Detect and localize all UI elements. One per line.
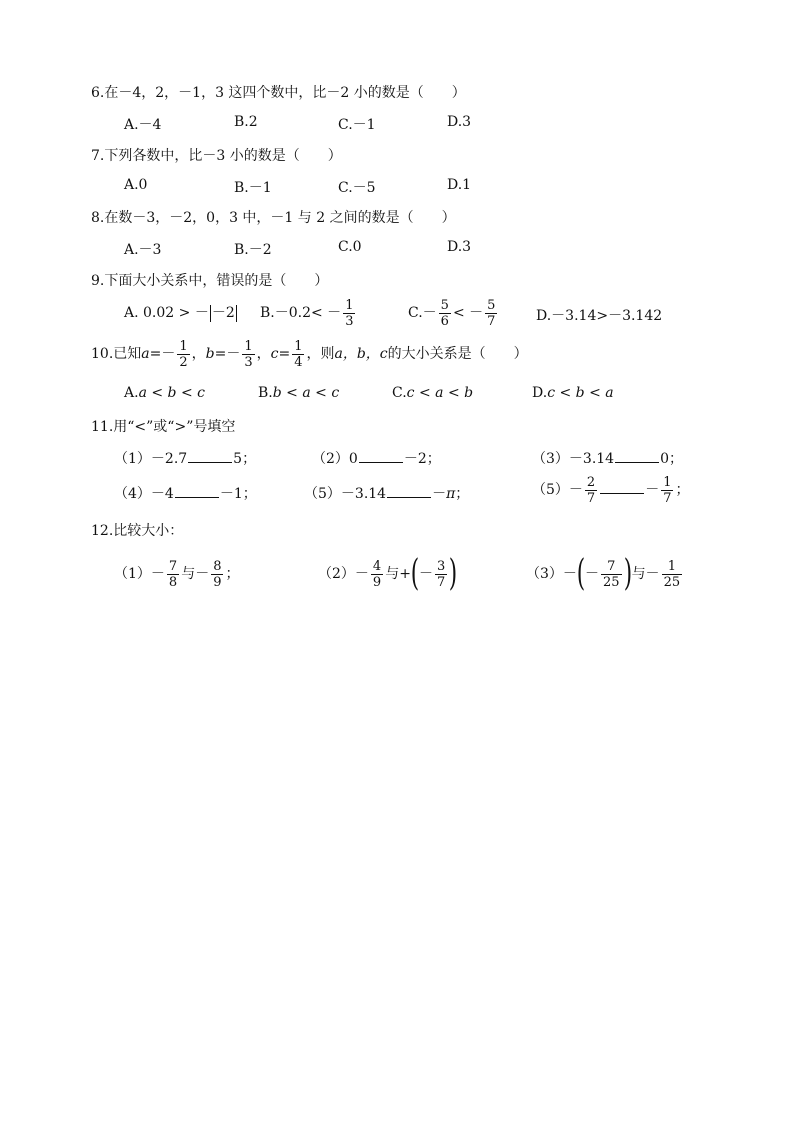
question-9-stem: 9.下面大小关系中，错误的是（ ） <box>91 273 329 289</box>
option-label: C. <box>392 385 407 401</box>
fraction <box>242 339 254 370</box>
part-prefix: （5）－3.14 <box>304 486 387 502</box>
denominator: 8 <box>168 574 178 590</box>
answer-blank[interactable] <box>387 483 431 498</box>
part-prefix: （1）－2.7 <box>114 451 188 467</box>
q10-option-d <box>532 385 614 401</box>
q6-option-b: B.2 <box>234 114 258 130</box>
answer-blank[interactable] <box>600 479 644 494</box>
part-suffix: 0； <box>660 451 684 467</box>
numerator: 1 <box>294 338 303 354</box>
semicolon: ； <box>455 486 470 502</box>
var-c: c <box>270 346 279 362</box>
fraction <box>662 559 683 590</box>
numerator: 8 <box>213 558 222 574</box>
q11-part-4 <box>114 483 257 503</box>
q9-option-d: D.－3.14>－3.142 <box>536 308 663 324</box>
question-12-stem: 12.比较大小： <box>91 523 184 539</box>
part-suffix: －1； <box>219 486 257 502</box>
left-paren: ( <box>576 553 586 594</box>
numerator: 5 <box>487 297 496 313</box>
q7-option-d: D.1 <box>447 177 472 193</box>
denominator: 9 <box>372 574 382 590</box>
numerator: 1 <box>244 338 253 354</box>
pi-symbol: π <box>446 486 456 502</box>
q7-option-c: C.－5 <box>338 180 376 196</box>
numerator: 7 <box>168 558 178 574</box>
eq-neg: =－ <box>214 346 241 362</box>
q8-option-b: B.－2 <box>234 242 272 258</box>
compare-text: 与－ <box>631 566 660 582</box>
answer-blank[interactable] <box>175 483 219 498</box>
numerator: 1 <box>663 474 672 490</box>
denominator: 4 <box>294 354 303 370</box>
fraction <box>661 475 673 506</box>
option-body: c < b < a <box>547 385 614 401</box>
part-prefix: （1）－ <box>114 566 165 582</box>
part-prefix: （4）－4 <box>114 486 174 502</box>
q9-a-value: －2 <box>211 305 235 321</box>
fraction <box>343 298 355 329</box>
q9-option-b <box>260 297 357 329</box>
comma: ， <box>256 346 271 362</box>
q10-prefix: 10.已知 <box>91 346 142 362</box>
fraction <box>435 559 447 590</box>
q6-option-c: C.－1 <box>338 117 376 133</box>
minus-sign: － <box>418 566 433 582</box>
q7-option-b: B.－1 <box>234 180 272 196</box>
part-prefix: （2）－ <box>318 566 369 582</box>
option-label: A. <box>124 385 139 401</box>
q11-part-6 <box>532 474 689 506</box>
denominator: 7 <box>487 313 496 329</box>
q10-option-a <box>124 385 205 401</box>
right-paren: ) <box>623 553 632 594</box>
compare-text: 与+ <box>385 566 411 582</box>
q6-option-d: D.3 <box>447 114 472 130</box>
q8-option-c: C.0 <box>338 239 362 255</box>
answer-blank[interactable] <box>188 448 232 463</box>
var-a: a <box>141 346 150 362</box>
numerator: 7 <box>607 558 616 574</box>
fraction <box>601 559 622 590</box>
var-b: b <box>205 346 215 362</box>
q9-c-mid: < － <box>452 305 484 321</box>
denominator: 3 <box>244 354 253 370</box>
semicolon: ； <box>225 566 240 582</box>
part-prefix: （3）－ <box>526 566 577 582</box>
fraction <box>167 559 179 590</box>
fraction <box>292 339 304 370</box>
q10-option-c <box>392 385 473 401</box>
right-paren: ) <box>449 553 458 594</box>
numerator: 2 <box>586 474 596 490</box>
q12-part-1 <box>114 556 239 592</box>
fraction <box>485 298 497 329</box>
option-body: c < a < b <box>406 385 474 401</box>
numerator: 5 <box>440 297 449 313</box>
q9-b-label: B.－0.2< － <box>260 305 342 321</box>
question-6-stem: 6.在－4，2，－1，3 这四个数中，比－2 小的数是（ ） <box>91 85 466 101</box>
q12-part-3 <box>526 553 684 594</box>
q6-option-a: A.－4 <box>124 117 162 133</box>
q12-part-2 <box>318 553 458 594</box>
part-suffix: －2； <box>403 451 441 467</box>
denominator: 25 <box>663 574 681 590</box>
left-paren: ( <box>410 553 420 594</box>
eq-neg: =－ <box>149 346 176 362</box>
q10-tail-pre: ，则 <box>306 346 335 362</box>
comma: ， <box>191 346 206 362</box>
semicolon: ； <box>675 482 690 498</box>
abs-bar-right <box>236 305 237 322</box>
abs-bar-left <box>210 305 211 322</box>
question-8-stem: 8.在数－3，－2，0，3 中，－1 与 2 之间的数是（ ） <box>91 210 456 226</box>
part-prefix: （3）－3.14 <box>532 451 615 467</box>
fraction <box>211 559 223 590</box>
fraction <box>585 475 597 506</box>
option-body: a < b < c <box>138 385 205 401</box>
numerator: 1 <box>667 558 676 574</box>
q11-part-3 <box>532 448 683 468</box>
q8-option-d: D.3 <box>447 239 472 255</box>
numerator: 1 <box>345 297 354 313</box>
q10-tail-post: 的大小关系是（ ） <box>387 346 528 362</box>
denominator: 3 <box>345 313 354 329</box>
q9-c-label: C.－ <box>408 305 437 321</box>
part-prefix: （5）－ <box>532 482 583 498</box>
q11-part-1 <box>114 448 256 468</box>
fraction <box>371 559 383 590</box>
q11-part-2 <box>312 448 441 468</box>
denominator: 9 <box>213 574 222 590</box>
question-11-stem: 11.用“<”或“>”号填空 <box>91 419 236 435</box>
minus-sign: － <box>645 482 660 498</box>
option-label: D. <box>532 385 548 401</box>
q10-tail-vars: a，b，c <box>334 346 388 362</box>
q9-option-c <box>408 297 499 329</box>
numerator: 3 <box>436 558 446 574</box>
denominator: 25 <box>602 574 620 590</box>
fraction <box>439 298 451 329</box>
q11-part-5 <box>304 483 469 503</box>
part-suffix: 5； <box>233 451 257 467</box>
q10-option-b <box>258 385 339 401</box>
denominator: 7 <box>663 490 672 506</box>
eq: = <box>278 346 291 362</box>
fraction <box>177 339 189 370</box>
question-10-stem <box>91 338 528 370</box>
option-label: B. <box>258 385 273 401</box>
q8-option-a: A.－3 <box>124 242 162 258</box>
denominator: 6 <box>440 313 449 329</box>
q7-option-a: A.0 <box>124 177 148 193</box>
part-suffix: － <box>432 486 447 502</box>
option-body: b < a < c <box>272 385 340 401</box>
minus-sign: － <box>584 566 599 582</box>
numerator: 1 <box>179 338 188 354</box>
answer-blank[interactable] <box>359 448 403 463</box>
denominator: 7 <box>436 574 446 590</box>
question-7-stem: 7.下列各数中，比－3 小的数是（ ） <box>91 148 342 164</box>
q9-a-label: A. 0.02 > <box>124 305 191 321</box>
numerator: 4 <box>372 558 382 574</box>
part-prefix: （2）0 <box>312 451 358 467</box>
q9-a-minus: － <box>194 305 209 321</box>
denominator: 2 <box>179 354 188 370</box>
compare-text: 与－ <box>181 566 210 582</box>
answer-blank[interactable] <box>615 448 659 463</box>
q9-option-a <box>124 297 238 329</box>
denominator: 7 <box>586 490 596 506</box>
